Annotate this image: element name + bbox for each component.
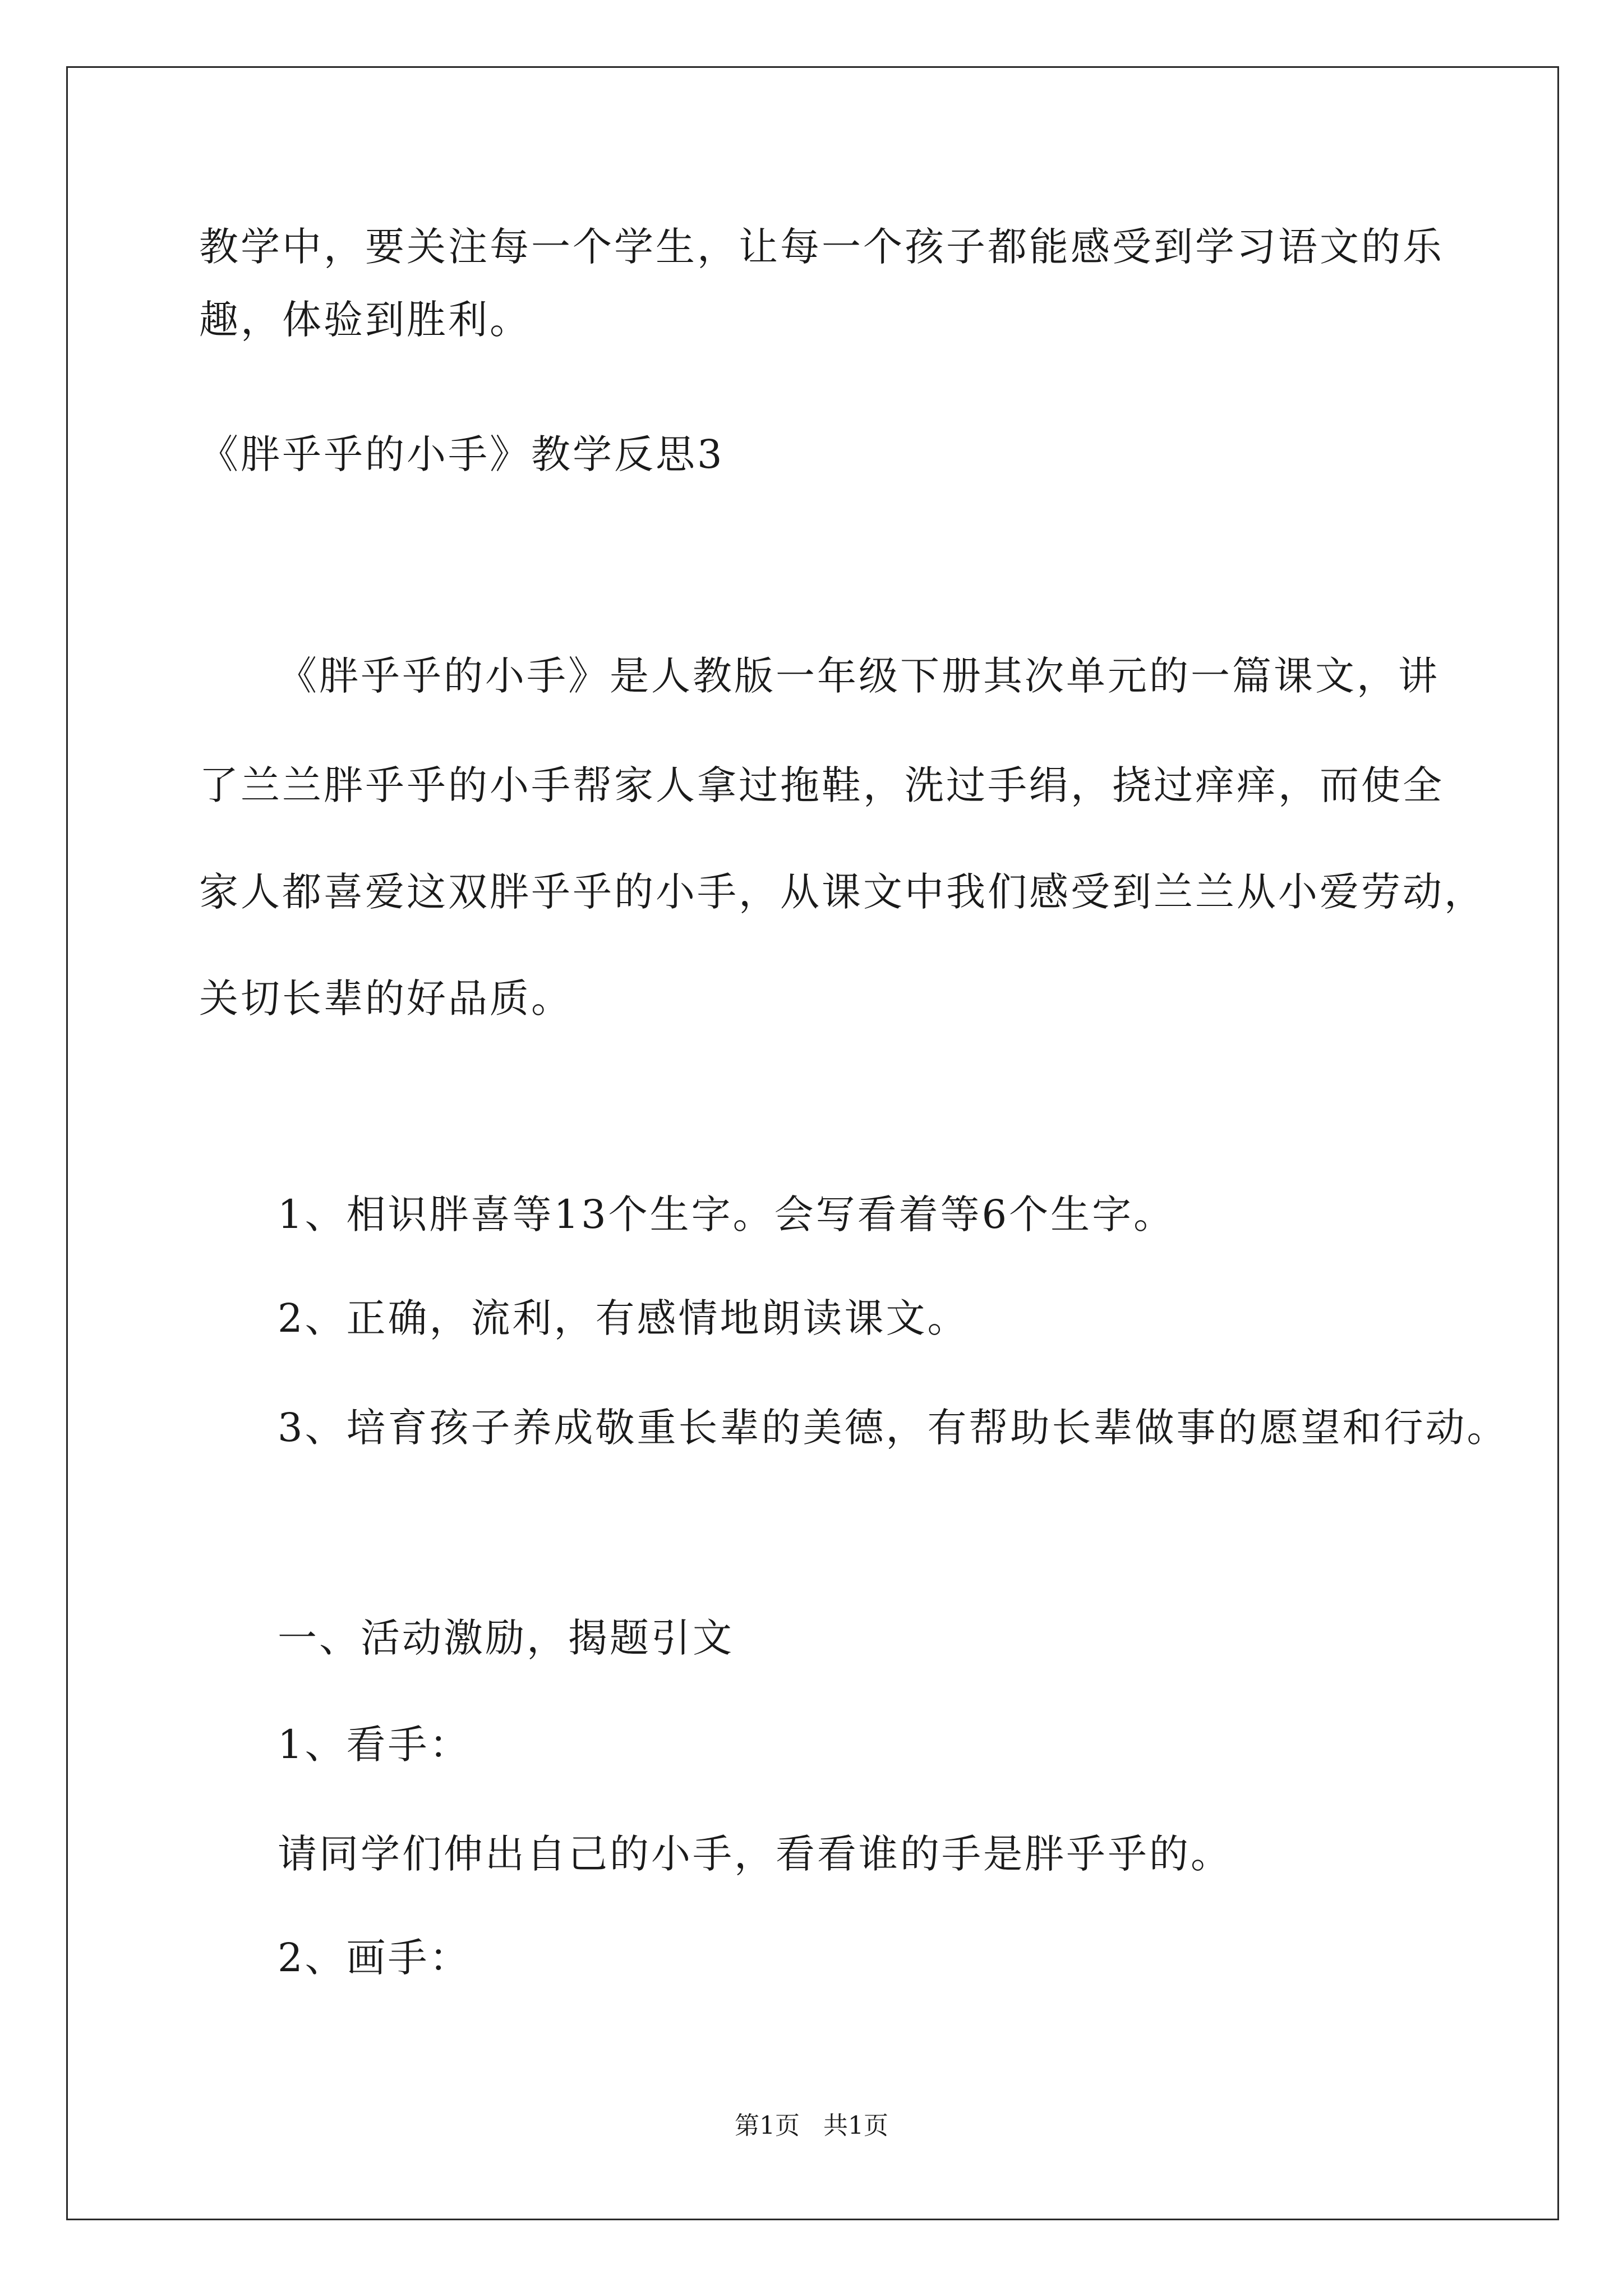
body-paragraph-line: 教学中，要关注每一个学生，让每一个孩子都能感受到学习语文的乐	[199, 224, 1444, 270]
list-item: 1、看手：	[278, 1722, 471, 1768]
body-paragraph-line: 趣，体验到胜利。	[199, 297, 531, 343]
body-paragraph-line: 请同学们伸出自己的小手，看看谁的手是胖乎乎的。	[278, 1831, 1232, 1877]
list-item: 2、画手：	[278, 1935, 471, 1981]
list-item: 2、正确，流利，有感情地朗读课文。	[278, 1295, 969, 1341]
body-paragraph-line: 关切长辈的好品质。	[199, 976, 573, 1022]
section-heading: 一、活动激励，揭题引文	[278, 1615, 734, 1661]
page-footer: 第1页 共1页	[735, 2111, 888, 2140]
body-paragraph-line: 家人都喜爱这双胖乎乎的小手，从课文中我们感受到兰兰从小爱劳动，	[199, 869, 1486, 915]
section-title: 《胖乎乎的小手》教学反思3	[199, 431, 725, 477]
body-paragraph-line: 《胖乎乎的小手》是人教版一年级下册其次单元的一篇课文，讲	[278, 653, 1440, 699]
body-paragraph-line: 了兰兰胖乎乎的小手帮家人拿过拖鞋，洗过手绢，挠过痒痒，而使全	[199, 762, 1444, 808]
list-item: 1、相识胖喜等13个生字。会写看着等6个生字。	[278, 1191, 1175, 1237]
list-item: 3、培育孩子养成敬重长辈的美德，有帮助长辈做事的愿望和行动。	[278, 1405, 1509, 1451]
page-border	[66, 66, 1559, 2220]
